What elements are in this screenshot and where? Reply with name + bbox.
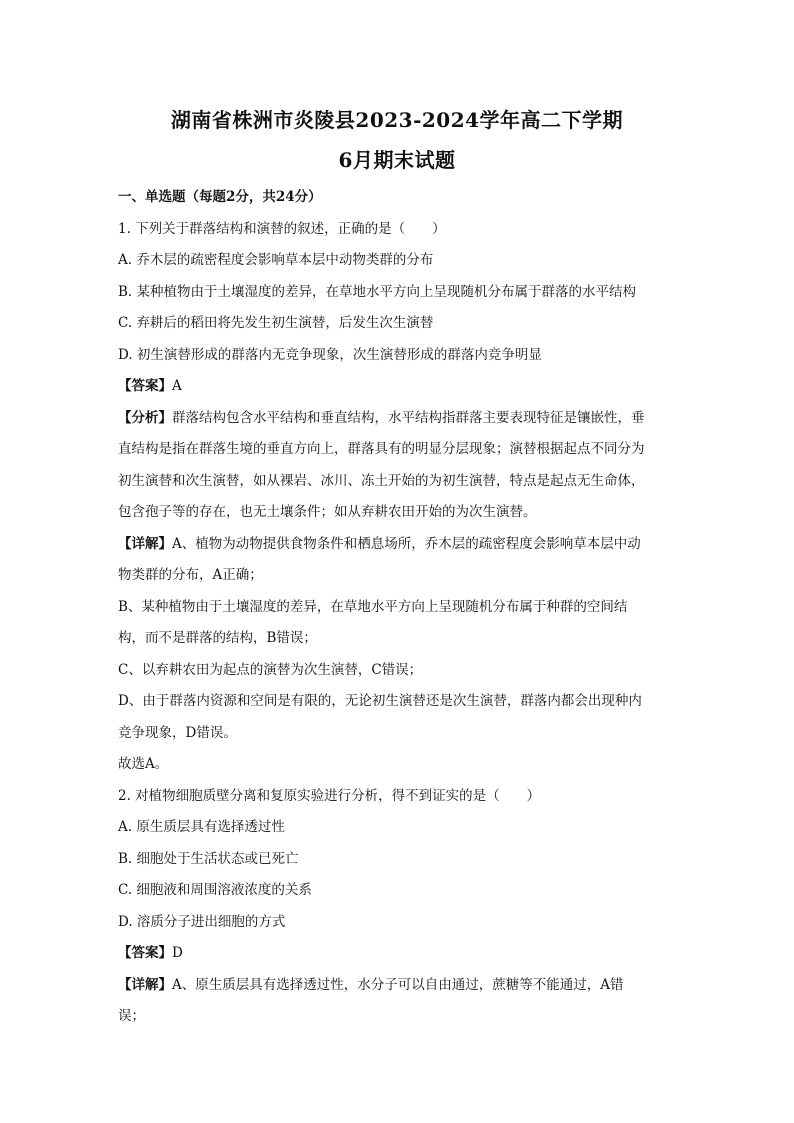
detail-tag: 【详解】 xyxy=(118,976,172,993)
q1-conclusion: 故选A。 xyxy=(118,756,169,772)
q1-detail-b-line1: B、某种植物由于土壤湿度的差异，在草地水平方向上呈现随机分布属于种群的空间结 xyxy=(118,598,628,615)
q1-option-a: A. 乔木层的疏密程度会影响草本层中动物类群的分布 xyxy=(118,252,434,268)
q2-option-c: C. 细胞液和周围溶液浓度的关系 xyxy=(118,882,312,898)
answer-value: A xyxy=(172,378,182,394)
q2-detail-a-line1 xyxy=(118,970,666,1002)
q1-analysis-line2: 直结构是指在群落生境的垂直方向上，群落具有的明显分层现象；演替根据起点不同分为 xyxy=(118,441,645,457)
detail-text: A、植物为动物提供食物条件和栖息场所，乔木层的疏密程度会影响草本层中动 xyxy=(172,535,641,552)
q1-detail-a-line2: 物类群的分布，A正确； xyxy=(118,567,263,583)
answer-tag: 【答案】 xyxy=(118,378,172,394)
q1-option-c: C. 弃耕后的稻田将先发生初生演替，后发生次生演替 xyxy=(118,315,434,331)
q1-option-b: B. 某种植物由于土壤湿度的差异，在草地水平方向上呈现随机分布属于群落的水平结构 xyxy=(118,283,637,300)
q1-detail-b-line2: 构，而不是群落的结构，B错误； xyxy=(118,630,317,646)
detail-text: A、原生质层具有选择透过性，水分子可以自由通过，蔗糖等不能通过，A错 xyxy=(172,976,624,993)
document-body xyxy=(118,182,666,1033)
q2-option-d: D. 溶质分子进出细胞的方式 xyxy=(118,913,286,930)
q1-analysis-line3: 初生演替和次生演替，如从裸岩、冰川、冻土开始的为初生演替，特点是起点无生命体， xyxy=(118,472,645,489)
q1-detail-c: C、以弃耕农田为起点的演替为次生演替，C错误； xyxy=(118,661,423,678)
answer-tag: 【答案】 xyxy=(118,945,172,961)
analysis-text: 群落结构包含水平结构和垂直结构，水平结构指群落主要表现特征是镶嵌性，垂 xyxy=(172,409,645,426)
q2-stem: 2. 对植物细胞质壁分离和复原实验进行分析，得不到证实的是（ ） xyxy=(118,787,541,804)
analysis-tag: 【分析】 xyxy=(118,409,172,426)
answer-value: D xyxy=(172,945,183,961)
q1-analysis-line4: 包含孢子等的存在，也无土壤条件；如从弃耕农田开始的为次生演替。 xyxy=(118,504,537,520)
document-title-line2: 6月期末试题 xyxy=(338,148,456,172)
q1-stem: 1. 下列关于群落结构和演替的叙述，正确的是（ ） xyxy=(118,220,446,237)
q2-detail-a-line2: 误； xyxy=(118,1008,145,1024)
q1-detail-a-line1 xyxy=(118,529,666,561)
q2-option-b: B. 细胞处于生活状态或已死亡 xyxy=(118,850,299,867)
document-title-line1: 湖南省株洲市炎陵县2023-2024学年高二下学期 xyxy=(170,108,624,132)
q1-detail-d-line2: 竞争现象，D错误。 xyxy=(118,724,237,741)
q2-option-a: A. 原生质层具有选择透过性 xyxy=(118,819,285,835)
q1-analysis-line1 xyxy=(118,403,666,435)
q1-detail-d-line1: D、由于群落内资源和空间是有限的，无论初生演替还是次生演替，群落内都会出现种内 xyxy=(118,693,642,709)
q1-option-d: D. 初生演替形成的群落内无竞争现象，次生演替形成的群落内竞争明显 xyxy=(118,346,542,363)
q1-answer xyxy=(118,371,666,403)
detail-tag: 【详解】 xyxy=(118,535,172,552)
q2-answer xyxy=(118,938,666,970)
section-heading: 一、单选题（每题2分，共24分） xyxy=(118,189,322,205)
